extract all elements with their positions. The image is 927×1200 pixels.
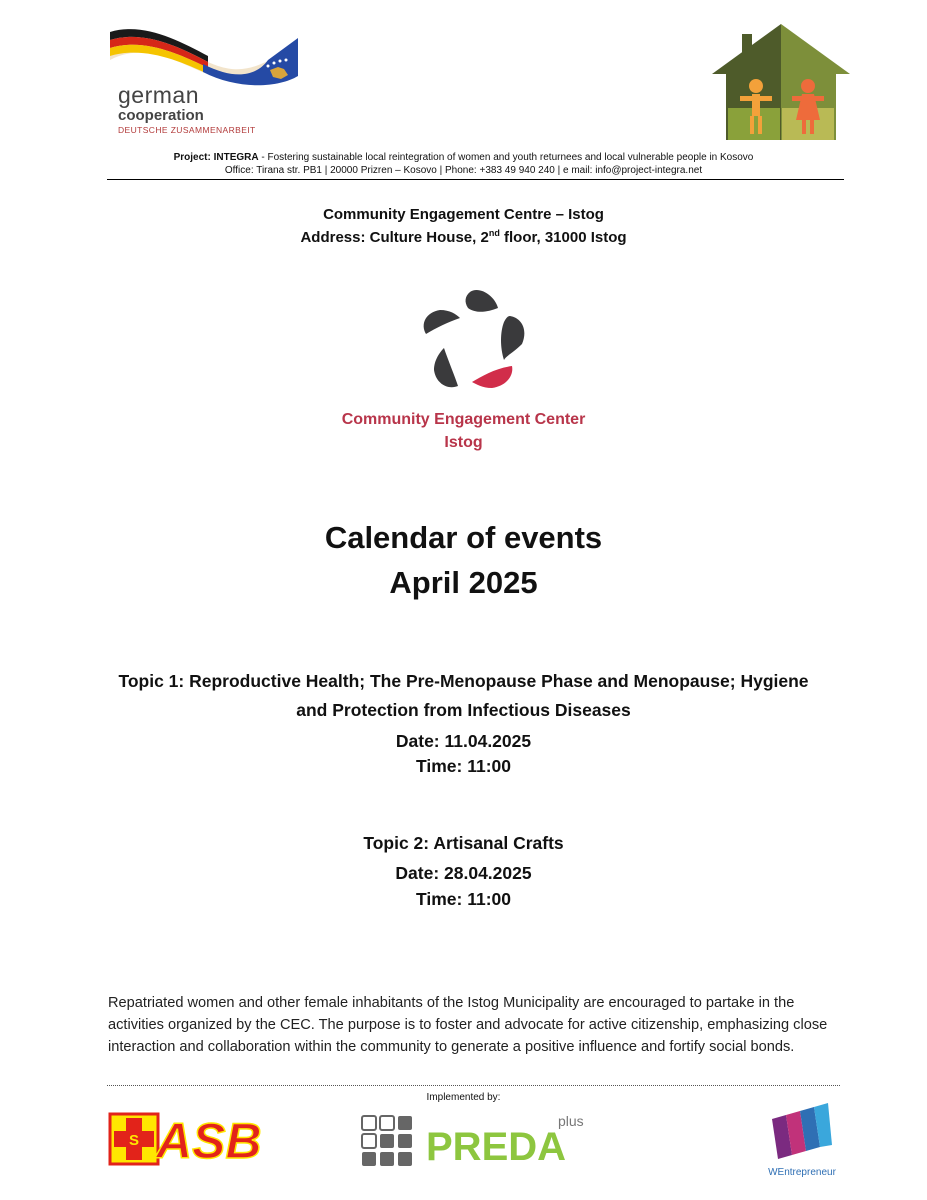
address-superscript: nd	[488, 228, 500, 238]
preda-plus-text: plus	[558, 1113, 584, 1129]
project-line	[0, 151, 927, 164]
centre-name: Community Engagement Centre – Istog	[323, 206, 604, 223]
flags-ribbon-icon	[108, 26, 303, 88]
implemented-by-label: Implemented by:	[426, 1092, 501, 1103]
event-2-topic: Topic 2: Artisanal Crafts	[363, 833, 564, 853]
wentrepreneur-text: WEntrepreneur	[768, 1167, 836, 1178]
calendar-month: April 2025	[389, 565, 538, 600]
german-logo-line2: cooperation	[118, 107, 204, 124]
german-logo-line1: german	[118, 82, 199, 108]
address-suffix: floor, 31000 Istog	[499, 229, 627, 246]
footer-divider	[107, 1085, 840, 1086]
event-2-date: Date: 28.04.2025	[395, 863, 532, 883]
integra-house-logo	[712, 24, 850, 142]
svg-text:S: S	[128, 1132, 140, 1149]
calendar-title: Calendar of events	[324, 520, 603, 555]
header-divider	[107, 179, 844, 180]
event-1-topic-line1: Topic 1: Reproductive Health; The Pre-Menopause Phase and Menopause; Hygiene	[118, 671, 809, 691]
address-prefix: Address: Culture House, 2	[300, 229, 489, 246]
cec-drops-logo-icon	[418, 286, 533, 396]
preda-logo-text: PREDA	[426, 1125, 567, 1169]
preda-plus-logo	[360, 1110, 595, 1170]
cec-logo-text-line1: Community Engagement Center	[341, 411, 586, 428]
event-1-date: Date: 11.04.2025	[395, 731, 532, 751]
intro-paragraph: Repatriated women and other female inhabitants of the Istog Municipality are encouraged to partake in the activities organized by the CEC. The purpose is to foster and advocate for active citizenship, emphasizing close interaction and collaboration within the community to generate a positive influence and fortify social bonds.	[108, 995, 828, 1055]
wentrepreneur-logo	[762, 1103, 842, 1179]
preda-grid-icon	[362, 1116, 412, 1166]
german-logo-line3: DEUTSCHE ZUSAMMENARBEIT	[118, 125, 256, 135]
german-cooperation-logo	[108, 26, 303, 141]
cec-logo-text-line2: Istog	[444, 434, 483, 451]
event-1-time: Time: 11:00	[415, 756, 511, 776]
event-1-topic-line2: and Protection from Infectious Diseases	[296, 700, 631, 720]
office-contact-line: Office: Tirana str. PB1 | 20000 Prizren – Kosovo | Phone: +383 49 940 240 | e mail: info@project-integra.net	[224, 165, 703, 176]
asb-logo-text: ASB	[156, 1113, 262, 1166]
project-description: - Fostering sustainable local reintegration of women and youth returnees and local vulnerable people in Kosovo	[258, 152, 754, 163]
asb-logo	[108, 1112, 276, 1166]
project-label: Project: INTEGRA	[173, 152, 259, 163]
event-2-time: Time: 11:00	[415, 889, 511, 909]
centre-address	[0, 228, 927, 247]
